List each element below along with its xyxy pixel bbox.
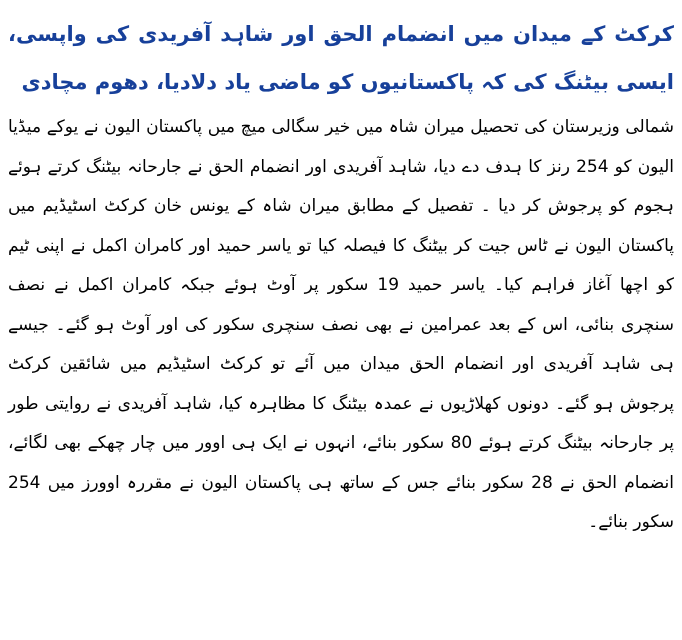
news-article	[8, 0, 674, 640]
article-headline: کرکٹ کے میدان میں انضمام الحق اور شاہد آفریدی کی واپسی، ایسی بیٹنگ کی کہ پاکستانیوں کو ماضی یاد دلادیا، دھوم مچادی	[8, 22, 674, 94]
article-body: شمالی وزیرستان کی تحصیل میران شاہ میں خیر سگالی میچ میں پاکستان الیون نے یوکے میڈیا الیون کو 254 رنز کا ہدف دے دیا، شاہد آفریدی اور انضمام الحق نے جارحانہ بیٹنگ کرتے ہوئے ہجوم کو پرجوش کر دیا ۔ تفصیل کے مطابق میران شاہ کے یونس خان کرکٹ اسٹیڈیم میں پاکستان الیون نے ٹاس جیت کر بیٹنگ کا فیصلہ کیا تو یاسر حمید اور کامران اکمل نے اپنی ٹیم کو اچھا آغاز فراہم کیا۔ یاسر حمید 19 سکور پر آوٹ ہوئے جبکہ کامران اکمل نے نصف سنچری بنائی، اس کے بعد عمرامین نے بھی نصف سنچری سکور کی اور آوٹ ہو گئے۔ جیسے ہی شاہد آفریدی اور انضمام الحق میدان میں آئے تو کرکٹ اسٹیڈیم میں شائقین کرکٹ پرجوش ہو گئے۔ دونوں کھلاڑیوں نے عمدہ بیٹنگ کا مظاہرہ کیا، شاہد آفریدی نے روایتی طور پر جارحانہ بیٹنگ کرتے ہوئے 80 سکور بنائے، انہوں نے ایک ہی اوور میں چار چھکے بھی لگائے، انضمام الحق نے 28 سکور بنائے جس کے ساتھ ہی پاکستان الیون نے مقررہ اوورز میں 254 سکور بنائے۔	[8, 117, 675, 532]
